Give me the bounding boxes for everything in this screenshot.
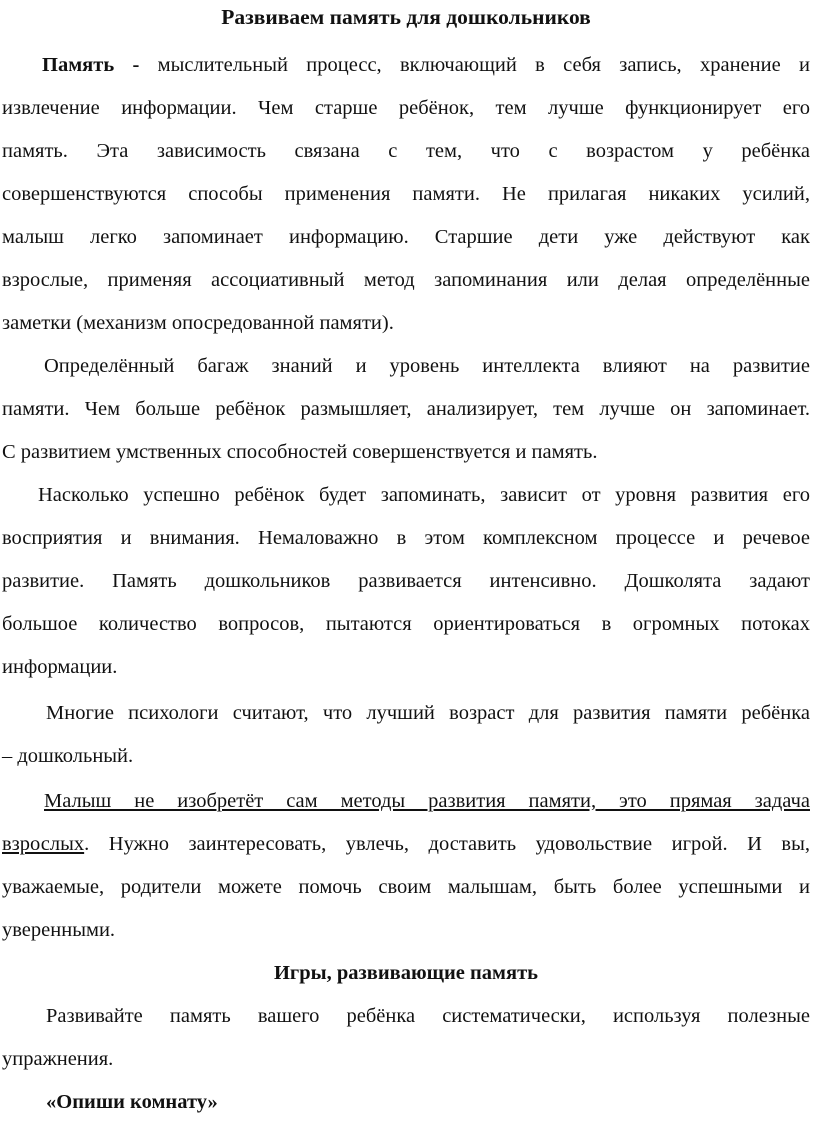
paragraph-line: Развивайте память вашего ребёнка систематически, используя полезные	[46, 1005, 810, 1027]
game-title: «Опиши комнату»	[46, 1091, 218, 1113]
paragraph-line: уверенными.	[2, 919, 116, 941]
paragraph-line: развитие. Память дошкольников развивается интенсивно. Дошколята задают	[2, 570, 810, 592]
paragraph-line: мыслительный процесс, включающий в себя запись, хранение и	[139, 54, 810, 76]
paragraph-line: Насколько успешно ребёнок будет запоминать, зависит от уровня развития его	[38, 484, 810, 506]
paragraph-memory-definition	[2, 44, 810, 345]
underlined-word: взрослых	[2, 833, 85, 855]
paragraph-line: Многие психологи считают, что лучший возраст для развития памяти ребёнка	[46, 702, 810, 724]
paragraph-line: уважаемые, родители можете помочь своим малышам, быть более успешными и	[2, 876, 810, 898]
paragraph-line: заметки (механизм опосредованной памяти).	[2, 312, 394, 334]
page-title: Развиваем память для дошкольников	[221, 5, 591, 29]
paragraph-line: памяти. Чем больше ребёнок размышляет, анализирует, тем лучше он запоминает.	[2, 398, 810, 420]
paragraph-line: Определённый багаж знаний и уровень интеллекта влияют на развитие	[44, 355, 810, 377]
paragraph-parents	[2, 780, 810, 952]
paragraph-line: малыш легко запоминает информацию. Старшие дети уже действуют как	[2, 226, 810, 248]
paragraph-line: взрослые, применяя ассоциативный метод запоминания или делая определённые	[2, 269, 810, 291]
paragraph-line: информации.	[2, 656, 118, 678]
paragraph-line: С развитием умственных способностей совершенствуется и память.	[2, 441, 598, 463]
paragraph-line: восприятия и внимания. Немаловажно в этом комплексном процессе и речевое	[2, 527, 810, 549]
paragraph-games-intro	[2, 995, 810, 1081]
paragraph-line: большое количество вопросов, пытаются ориентироваться в огромных потоках	[2, 613, 810, 635]
term-memory: Память -	[42, 54, 140, 76]
paragraph-knowledge	[2, 345, 810, 474]
paragraph-line: память. Эта зависимость связана с тем, что с возрастом у ребёнка	[2, 140, 810, 162]
paragraph-line: извлечение информации. Чем старше ребёнок, тем лучше функционирует его	[2, 97, 810, 119]
underlined-line: Малыш не изобретёт сам методы развития памяти, это прямая задача	[44, 790, 810, 812]
paragraph-line: . Нужно заинтересовать, увлечь, доставить удовольствие игрой. И вы,	[84, 833, 810, 855]
section-heading: Игры, развивающие память	[273, 962, 539, 984]
paragraph-line: совершенствуются способы применения памяти. Не прилагая никаких усилий,	[2, 183, 810, 205]
paragraph-line: упражнения.	[2, 1048, 114, 1070]
paragraph-best-age	[2, 692, 810, 778]
document-page	[2, 0, 810, 1124]
paragraph-line: – дошкольный.	[2, 745, 134, 767]
paragraph-perception	[2, 474, 810, 689]
